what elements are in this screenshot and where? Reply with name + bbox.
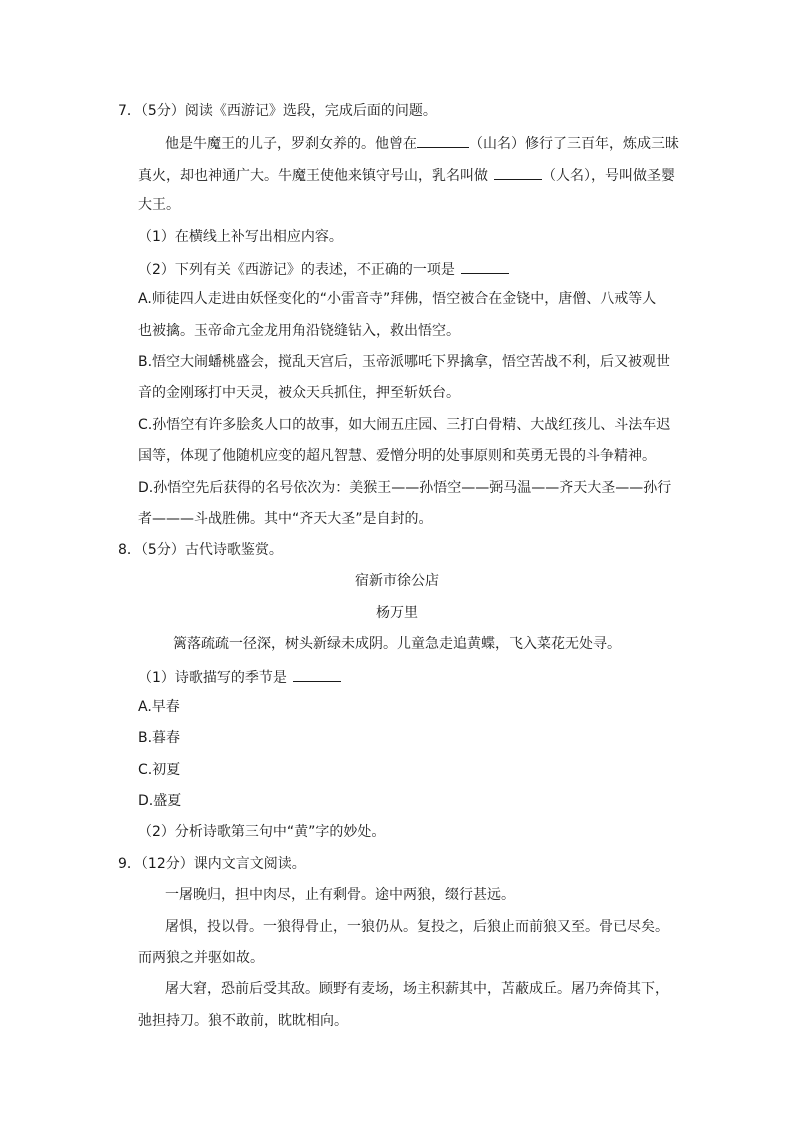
q7-option-c-line-2: 国等，体现了他随机应变的超凡智慧、爱憎分明的处事原则和英勇无畏的斗争精神。: [138, 448, 656, 464]
q8-choice-a: A.早春: [138, 699, 180, 715]
answer-blank-name[interactable]: [494, 164, 542, 180]
q7-passage-line-2: [138, 164, 675, 186]
q7-option-d-line-2: 者———斗战胜佛。其中“齐天大圣”是自封的。: [138, 511, 433, 527]
poem-author: 杨万里: [376, 605, 418, 621]
q8-sub-question-2: （2）分析诗歌第三句中“黄”字的妙处。: [138, 824, 386, 840]
q7-option-c-line-1: C.孙悟空有许多脍炙人口的故事，如大闹五庄园、三打白骨精、大战红孩儿、斗法车迟: [138, 417, 671, 433]
q9-header: 9．（12分）课内文言文阅读。: [118, 856, 306, 872]
q7-option-b-line-2: 音的金刚琢打中天灵，被众天兵抓住，押至斩妖台。: [138, 385, 460, 401]
q7-passage-text: （山名）修行了三百年，炼成三昧: [469, 136, 679, 152]
q7-option-d-line-1: D.孙悟空先后获得的名号依次为：美猴王——孙悟空——弼马温——齐天大圣——孙行: [138, 480, 672, 496]
q7-passage-text: （人名），号叫做圣婴: [542, 168, 675, 184]
q8-choice-d: D.盛夏: [138, 793, 182, 809]
q7-sub-question-2-text: （2）下列有关《西游记》的表述，不正确的一项是: [138, 262, 455, 278]
poem-title: 宿新市徐公店: [355, 573, 439, 589]
q8-header: 8．（5分）古代诗歌鉴赏。: [118, 542, 283, 558]
q7-option-a-line-2: 也被擒。玉帝命亢金龙用角沿铙缝钻入，救出悟空。: [138, 323, 460, 339]
q8-choice-c: C.初夏: [138, 762, 181, 778]
q7-option-b-line-1: B.悟空大闹蟠桃盛会，搅乱天宫后，玉帝派哪吒下界擒拿，悟空苦战不利，后又被观世: [138, 354, 671, 370]
q7-passage-line-1: [165, 132, 679, 154]
q7-passage-text: 他是牛魔王的儿子，罗刹女养的。他曾在: [165, 136, 417, 152]
q9-passage-line: 弛担持刀。狼不敢前，眈眈相向。: [138, 1013, 348, 1029]
q7-sub-question-2: [138, 258, 509, 280]
q7-option-a-line-1: A.师徒四人走进由妖怪变化的“小雷音寺”拜佛，悟空被合在金铙中，唐僧、八戒等人: [138, 291, 657, 307]
q8-sub-question-1-text: （1）诗歌描写的季节是: [138, 670, 287, 686]
q7-header: 7．（5分）阅读《西游记》选段，完成后面的问题。: [118, 103, 437, 119]
answer-blank-choice[interactable]: [461, 258, 509, 274]
q8-choice-b: B.暮春: [138, 730, 181, 746]
q9-passage-line: 屠惧，投以骨。一狼得骨止，一狼仍从。复投之，后狼止而前狼又至。骨已尽矣。: [165, 919, 669, 935]
q9-passage-line: 屠大窘，恐前后受其敌。顾野有麦场，场主积薪其中，苫蔽成丘。屠乃奔倚其下，: [165, 981, 669, 997]
q7-sub-question-1: （1）在横线上补写出相应内容。: [138, 229, 343, 245]
answer-blank-mountain[interactable]: [417, 132, 469, 148]
q9-passage-line: 而两狼之并驱如故。: [138, 950, 264, 966]
q7-passage-text: 真火，却也神通广大。牛魔王使他来镇守号山，乳名叫做: [138, 168, 488, 184]
answer-blank-season[interactable]: [293, 666, 341, 682]
q7-passage-line-3: 大王。: [138, 197, 180, 213]
q9-passage-line: 一屠晚归，担中肉尽，止有剩骨。途中两狼，缀行甚远。: [165, 887, 515, 903]
q8-sub-question-1: [138, 666, 341, 688]
poem-text: 篱落疏疏一径深，树头新绿未成阴。儿童急走追黄蝶，飞入菜花无处寻。: [173, 636, 621, 652]
